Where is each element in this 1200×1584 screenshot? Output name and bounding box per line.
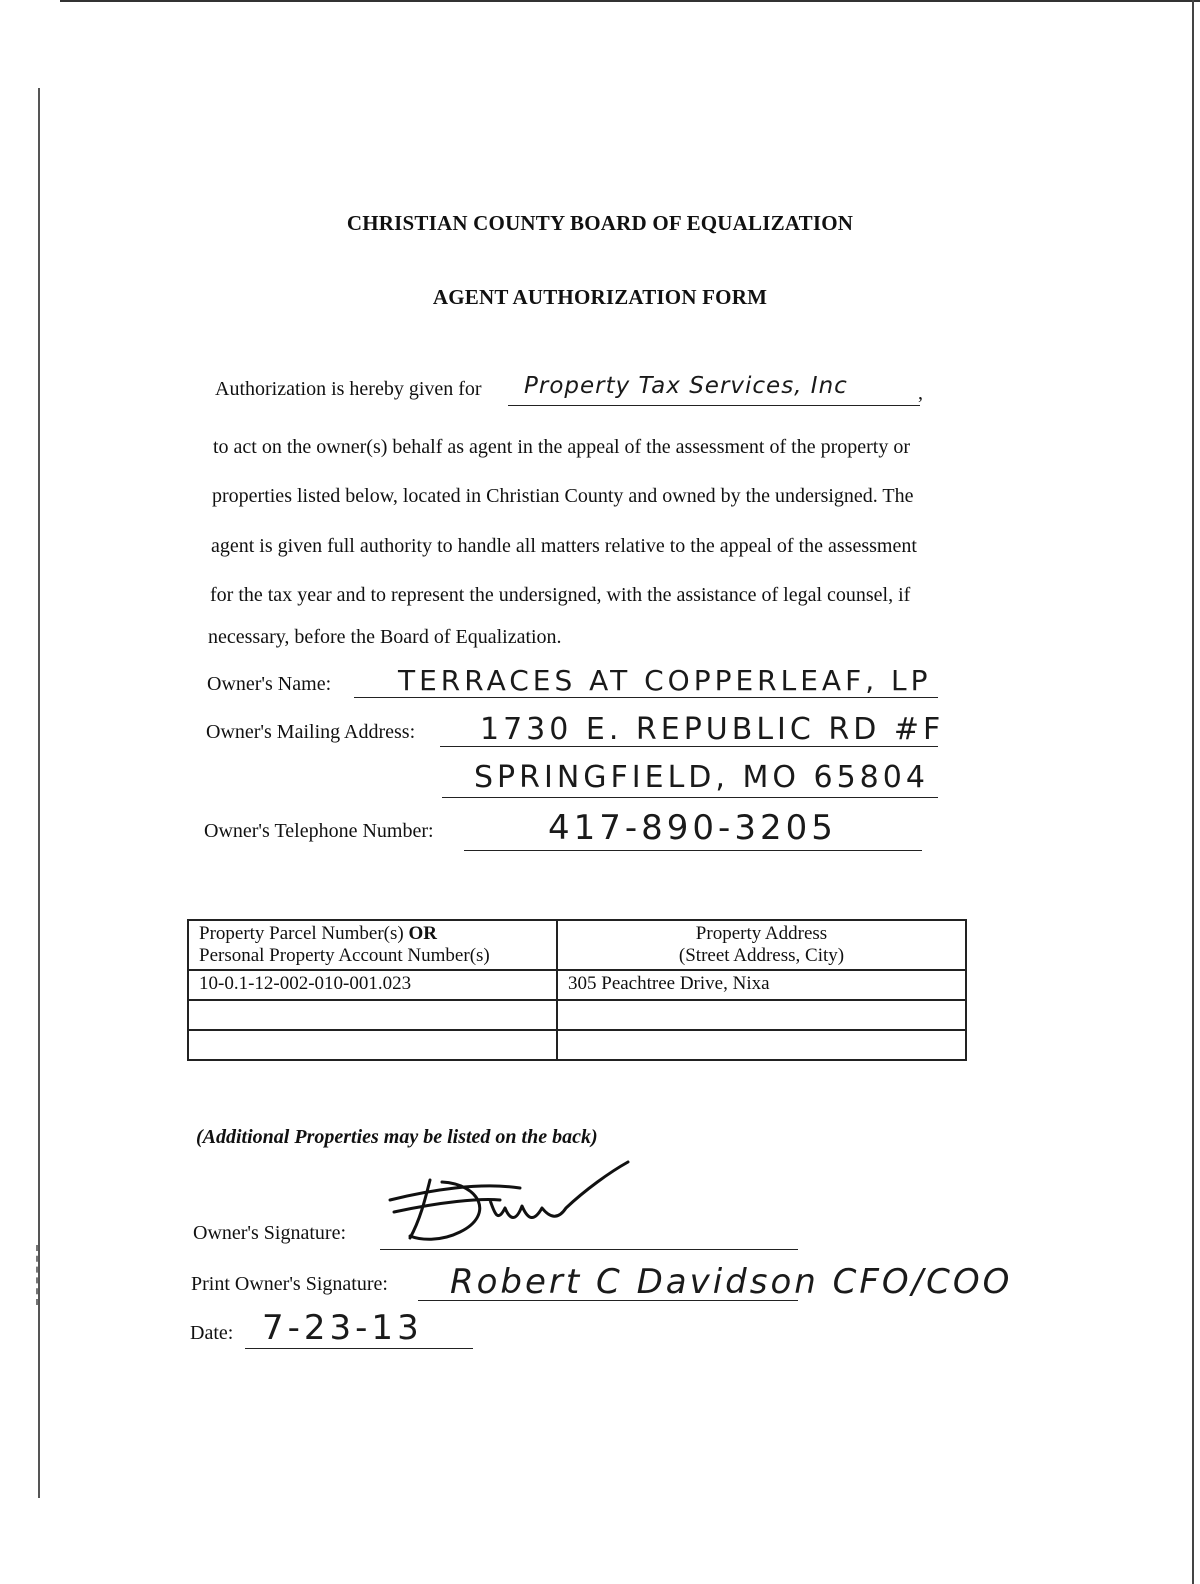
table-row <box>188 1030 966 1060</box>
scan-top-edge <box>60 0 1200 2</box>
owner-address-line2-handwritten: SPRINGFIELD, MO 65804 <box>474 760 929 795</box>
header-parcel-text: Property Parcel Number(s) <box>199 923 409 944</box>
properties-table <box>187 919 967 1061</box>
date-label: Date: <box>190 1322 234 1344</box>
signature-label: Owner's Signature: <box>193 1222 347 1244</box>
paragraph-line-2: properties listed below, located in Christian County and owned by the undersigned. The <box>212 485 914 507</box>
print-signature-handwritten: Robert C Davidson CFO/COO <box>450 1262 1013 1302</box>
owner-address-label: Owner's Mailing Address: <box>206 721 416 743</box>
address-cell <box>557 1000 966 1030</box>
agent-name-underline <box>508 405 920 406</box>
owner-name-handwritten: TERRACES AT COPPERLEAF, LP <box>398 664 932 697</box>
auth-prefix: Authorization is hereby given for <box>215 378 482 400</box>
header-address-line2: (Street Address, City) <box>678 945 845 966</box>
paragraph-line-4: for the tax year and to represent the undersigned, with the assistance of legal counsel, if <box>210 584 911 606</box>
paragraph-line-3: agent is given full authority to handle all matters relative to the appeal of the assessment <box>211 535 917 557</box>
table-row <box>188 970 966 1000</box>
auth-suffix: , <box>918 382 923 404</box>
address-cell: 305 Peachtree Drive, Nixa <box>557 970 966 1000</box>
paragraph-line-1: to act on the owner(s) behalf as agent in the appeal of the assessment of the property or <box>213 436 910 458</box>
owner-signature-mark <box>370 1160 650 1250</box>
header-address <box>557 920 966 970</box>
owner-phone-handwritten: 417-890-3205 <box>548 808 837 848</box>
parcel-cell <box>188 1000 557 1030</box>
date-underline <box>245 1348 473 1349</box>
owner-phone-label: Owner's Telephone Number: <box>204 820 434 842</box>
owner-address-line1-handwritten: 1730 E. REPUBLIC RD #F <box>480 712 945 747</box>
table-row <box>188 1000 966 1030</box>
header-parcel-line2: Personal Property Account Number(s) <box>199 945 490 966</box>
additional-properties-note: (Additional Properties may be listed on the back) <box>196 1126 598 1148</box>
header-address-line1: Property Address <box>695 923 828 944</box>
scan-left-edge-dash <box>36 1245 38 1305</box>
scan-right-edge <box>1192 0 1194 1584</box>
paragraph-line-5: necessary, before the Board of Equalization. <box>208 626 562 648</box>
owner-phone-underline <box>464 850 922 851</box>
form-title: AGENT AUTHORIZATION FORM <box>432 285 768 309</box>
header-parcel-line1 <box>199 923 546 945</box>
print-signature-label: Print Owner's Signature: <box>191 1273 388 1295</box>
parcel-cell: 10-0.1-12-002-010-001.023 <box>188 970 557 1000</box>
parcel-cell <box>188 1030 557 1060</box>
owner-name-underline <box>354 697 938 698</box>
owner-name-label: Owner's Name: <box>207 673 332 695</box>
header-parcel <box>188 920 557 970</box>
county-title: CHRISTIAN COUNTY BOARD OF EQUALIZATION <box>346 211 854 235</box>
header-parcel-or: OR <box>408 923 437 944</box>
date-handwritten: 7-23-13 <box>262 1308 423 1348</box>
address-cell <box>557 1030 966 1060</box>
properties-table-header <box>188 920 966 970</box>
owner-address-underline-2 <box>442 797 938 798</box>
agent-name-handwritten: Property Tax Services, Inc <box>524 373 848 399</box>
